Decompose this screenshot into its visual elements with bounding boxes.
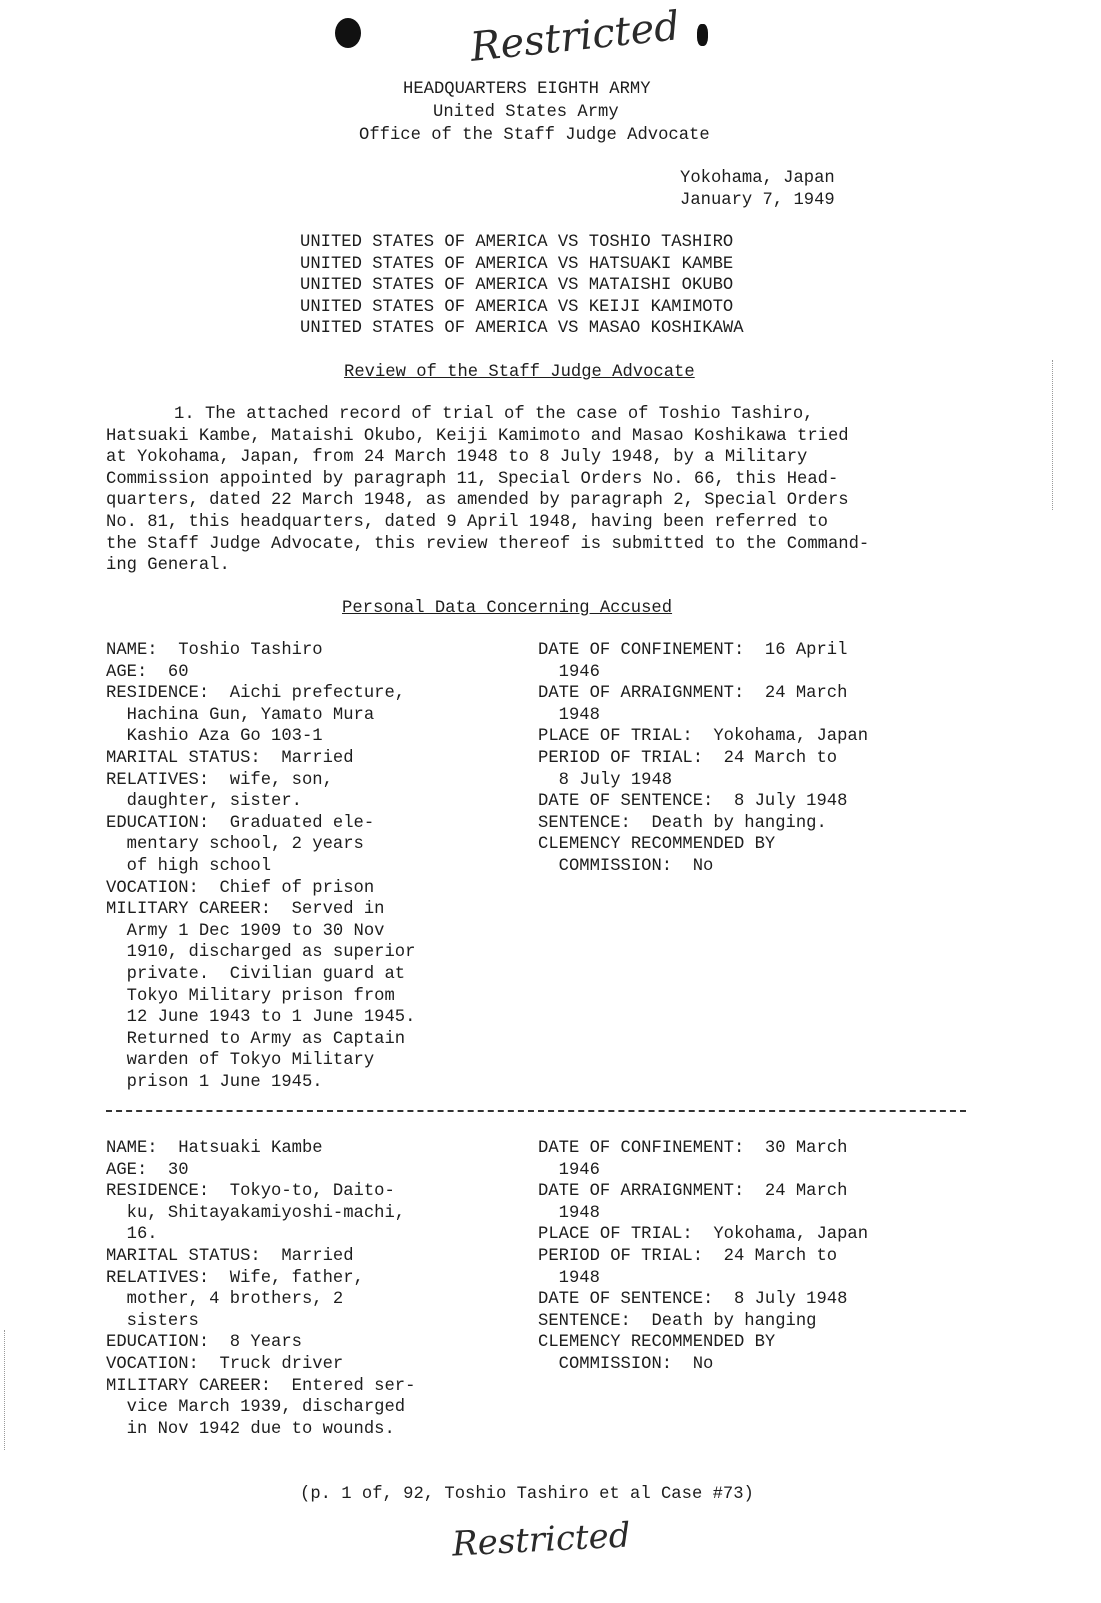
data-line: PLACE OF TRIAL: Yokohama, Japan — [538, 1225, 869, 1245]
section-divider — [106, 1110, 966, 1112]
scan-edge-left — [4, 1330, 5, 1450]
data-line: EDUCATION: Graduated ele- — [106, 813, 375, 833]
case-titles — [300, 232, 744, 340]
restricted-stamp-top: Restricted — [468, 3, 682, 71]
data-line: 8 July 1948 — [538, 770, 673, 790]
data-line: SENTENCE: Death by hanging — [538, 1311, 817, 1331]
data-line: sisters — [106, 1311, 199, 1331]
paragraph-line: ing General. — [106, 556, 230, 576]
data-line: NAME: Hatsuaki Kambe — [106, 1139, 323, 1158]
review-title: Review of the Staff Judge Advocate — [344, 363, 695, 382]
data-line: VOCATION: Truck driver — [106, 1354, 344, 1374]
paragraph-line: the Staff Judge Advocate, this review thereof is submitted to the Command- — [106, 534, 870, 554]
data-line: DATE OF ARRAIGNMENT: 24 March — [538, 684, 848, 704]
accused-1-left — [106, 640, 415, 1093]
data-line: 1948 — [538, 1203, 600, 1223]
data-line: RELATIVES: wife, son, — [106, 770, 333, 790]
data-line: 1948 — [538, 705, 600, 725]
data-line: Kashio Aza Go 103-1 — [106, 727, 323, 747]
data-line: mother, 4 brothers, 2 — [106, 1290, 344, 1310]
header-line-2: United States Army — [433, 103, 619, 122]
data-line: PLACE OF TRIAL: Yokohama, Japan — [538, 727, 869, 747]
data-line: COMMISSION: No — [538, 1354, 714, 1374]
paragraph-line: at Yokohama, Japan, from 24 March 1948 to 8 July 1948, by a Military — [106, 448, 808, 468]
header-line-3: Office of the Staff Judge Advocate — [359, 126, 710, 145]
data-line: NAME: Toshio Tashiro — [106, 641, 323, 660]
data-line: 1948 — [538, 1268, 600, 1288]
paragraph-line: 1. The attached record of trial of the case of Toshio Tashiro, — [174, 405, 814, 424]
data-line: warden of Tokyo Military — [106, 1051, 375, 1071]
punch-hole-left — [335, 18, 361, 48]
data-line: mentary school, 2 years — [106, 835, 364, 855]
data-line: COMMISSION: No — [538, 856, 714, 876]
data-line: AGE: 60 — [106, 662, 189, 682]
data-line: DATE OF ARRAIGNMENT: 24 March — [538, 1182, 848, 1202]
paragraph-line: Commission appointed by paragraph 11, Special Orders No. 66, this Head- — [106, 469, 839, 489]
restricted-stamp-bottom: Restricted — [451, 1515, 632, 1565]
data-line: AGE: 30 — [106, 1160, 189, 1180]
data-line: SENTENCE: Death by hanging. — [538, 813, 827, 833]
case-title: UNITED STATES OF AMERICA VS HATSUAKI KAMBE — [300, 254, 734, 274]
data-line: RESIDENCE: Aichi prefecture, — [106, 684, 406, 704]
data-line: in Nov 1942 due to wounds. — [106, 1419, 395, 1439]
accused-2-left — [106, 1138, 415, 1440]
data-line: 12 June 1943 to 1 June 1945. — [106, 1008, 416, 1028]
data-line: prison 1 June 1945. — [106, 1072, 323, 1092]
accused-2-right — [538, 1138, 868, 1376]
scan-edge-right — [1052, 360, 1053, 510]
data-line: of high school — [106, 856, 272, 876]
case-title: UNITED STATES OF AMERICA VS MASAO KOSHIKAWA — [300, 319, 744, 339]
data-line: MILITARY CAREER: Served in — [106, 900, 385, 920]
data-line: CLEMENCY RECOMMENDED BY — [538, 1333, 776, 1353]
header-line-1: HEADQUARTERS EIGHTH ARMY — [403, 80, 651, 99]
data-line: DATE OF SENTENCE: 8 July 1948 — [538, 792, 848, 812]
data-line: vice March 1939, discharged — [106, 1398, 406, 1418]
paragraph-line: No. 81, this headquarters, dated 9 April 1948, having been referred to — [106, 512, 828, 532]
data-line: VOCATION: Chief of prison — [106, 878, 375, 898]
data-line: 1946 — [538, 1160, 600, 1180]
data-line: DATE OF CONFINEMENT: 30 March — [538, 1139, 848, 1158]
case-title: UNITED STATES OF AMERICA VS MATAISHI OKUBO — [300, 276, 734, 296]
data-line: DATE OF SENTENCE: 8 July 1948 — [538, 1290, 848, 1310]
data-line: DATE OF CONFINEMENT: 16 April — [538, 641, 848, 660]
data-line: RESIDENCE: Tokyo-to, Daito- — [106, 1182, 395, 1202]
data-line: Tokyo Military prison from — [106, 986, 395, 1006]
data-line: MILITARY CAREER: Entered ser- — [106, 1376, 416, 1396]
data-line: daughter, sister. — [106, 792, 302, 812]
paragraph-1 — [106, 404, 869, 577]
data-line: MARITAL STATUS: Married — [106, 1246, 354, 1266]
accused-1-right — [538, 640, 868, 878]
data-line: private. Civilian guard at — [106, 964, 406, 984]
paragraph-line: quarters, dated 22 March 1948, as amended by paragraph 2, Special Orders — [106, 491, 849, 511]
data-line: ku, Shitayakamiyoshi-machi, — [106, 1203, 406, 1223]
data-line: 1946 — [538, 662, 600, 682]
data-line: 1910, discharged as superior — [106, 943, 416, 963]
data-line: MARITAL STATUS: Married — [106, 748, 354, 768]
personal-data-title: Personal Data Concerning Accused — [342, 599, 673, 618]
data-line: Army 1 Dec 1909 to 30 Nov — [106, 921, 385, 941]
data-line: EDUCATION: 8 Years — [106, 1333, 302, 1353]
data-line: Returned to Army as Captain — [106, 1029, 406, 1049]
date: January 7, 1949 — [680, 191, 835, 210]
data-line: Hachina Gun, Yamato Mura — [106, 705, 375, 725]
punch-hole-right — [697, 24, 708, 46]
data-line: CLEMENCY RECOMMENDED BY — [538, 835, 776, 855]
data-line: PERIOD OF TRIAL: 24 March to — [538, 1246, 838, 1266]
data-line: 16. — [106, 1225, 158, 1245]
page-footer: (p. 1 of, 92, Toshio Tashiro et al Case #73) — [300, 1485, 754, 1504]
case-title: UNITED STATES OF AMERICA VS KEIJI KAMIMOTO — [300, 297, 734, 317]
data-line: PERIOD OF TRIAL: 24 March to — [538, 748, 838, 768]
case-title: UNITED STATES OF AMERICA VS TOSHIO TASHIRO — [300, 233, 734, 252]
place: Yokohama, Japan — [680, 169, 835, 188]
data-line: RELATIVES: Wife, father, — [106, 1268, 364, 1288]
paragraph-line: Hatsuaki Kambe, Mataishi Okubo, Keiji Kamimoto and Masao Koshikawa tried — [106, 426, 849, 446]
